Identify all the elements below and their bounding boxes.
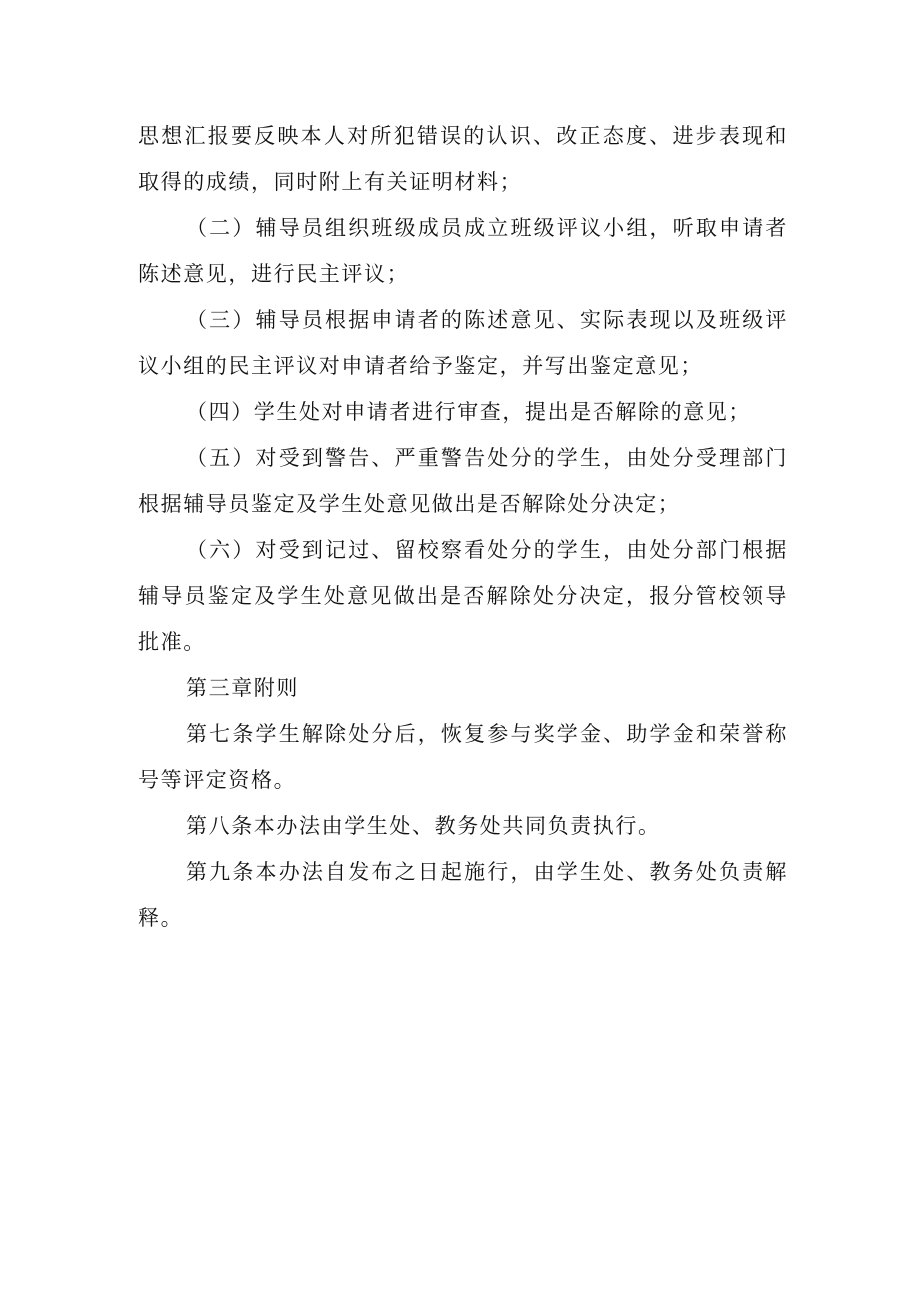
article-9: 第九条本办法自发布之日起施行，由学生处、教务处负责解释。 xyxy=(138,860,788,930)
article-8: 第八条本办法由学生处、教务处共同负责执行。 xyxy=(186,814,661,838)
paragraph-item-5: （五）对受到警告、严重警告处分的学生，由处分受理部门根据辅导员鉴定及学生处意见做出是否解除处分决定； xyxy=(138,446,788,516)
paragraph-item-4: （四）学生处对申请者进行审查，提出是否解除的意见； xyxy=(186,400,751,424)
paragraph-item-6: （六）对受到记过、留校察看处分的学生，由处分部门根据辅导员鉴定及学生处意见做出是否解除处分决定，报分管校领导批准。 xyxy=(138,538,788,654)
article-7: 第七条学生解除处分后，恢复参与奖学金、助学金和荣誉称号等评定资格。 xyxy=(138,722,788,792)
paragraph-item-2: （二）辅导员组织班级成员成立班级评议小组，听取申请者陈述意见，进行民主评议； xyxy=(138,216,788,286)
paragraph-continuation-report: 思想汇报要反映本人对所犯错误的认识、改正态度、进步表现和取得的成绩，同时附上有关证明材料； xyxy=(138,124,788,194)
document-body xyxy=(138,113,788,941)
paragraph-item-3: （三）辅导员根据申请者的陈述意见、实际表现以及班级评议小组的民主评议对申请者给予鉴定，并写出鉴定意见； xyxy=(138,308,788,378)
chapter-heading: 第三章附则 xyxy=(186,676,299,700)
